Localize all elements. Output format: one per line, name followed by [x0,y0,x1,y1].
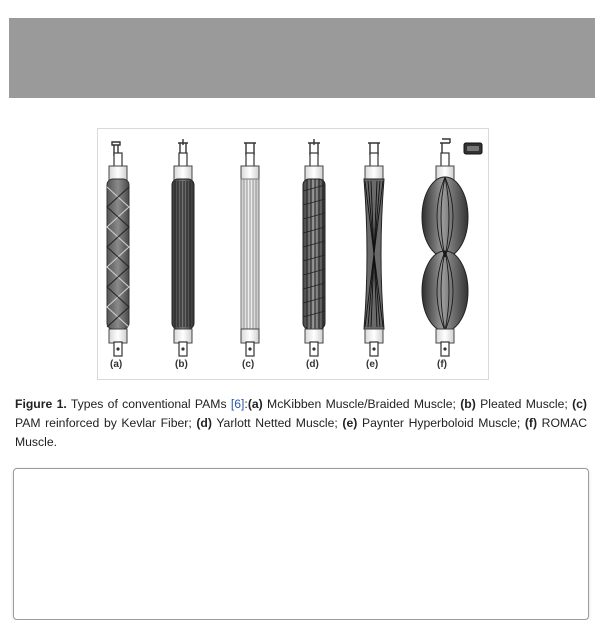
empty-content-panel [13,468,589,620]
muscle-d-yarlott [303,139,325,370]
pam-types-illustration [98,129,488,379]
panel-label-d: (d) [306,359,319,370]
caption-label-e: (e) [342,416,358,430]
caption-label-b: (b) [460,397,476,411]
muscle-b-pleated [172,139,194,370]
figure-number: Figure 1. [15,397,67,411]
caption-text-c: PAM reinforced by Kevlar Fiber; [15,416,197,430]
figure-image [97,128,489,380]
caption-label-c: (c) [572,397,587,411]
panel-label-f: (f) [437,359,447,370]
caption-text-d: Yarlott Netted Muscle; [211,416,343,430]
figure-caption [15,395,587,452]
citation-link[interactable]: [6] [230,397,245,411]
caption-colon: : [244,397,248,411]
caption-label-f: (f) [524,416,538,430]
caption-text-f: ROMAC Muscle. [15,416,588,449]
caption-label-d: (d) [196,416,212,430]
header-banner [9,18,595,98]
panel-label-e: (e) [366,359,379,370]
caption-text-a: McKibben Muscle/Braided Muscle; [262,397,461,411]
panel-label-b: (b) [175,359,188,370]
muscle-f-romac [422,139,482,370]
muscle-a-mckibben [107,142,129,370]
caption-intro: Types of conventional PAMs [66,397,231,411]
panel-label-c: (c) [242,359,255,370]
caption-text-e: Paynter Hyperboloid Muscle; [357,416,525,430]
panel-label-a: (a) [110,359,123,370]
muscle-c-kevlar [241,143,259,370]
muscle-e-paynter [364,143,384,370]
caption-label-a: (a) [247,397,263,411]
caption-text-b: Pleated Muscle; [475,397,573,411]
